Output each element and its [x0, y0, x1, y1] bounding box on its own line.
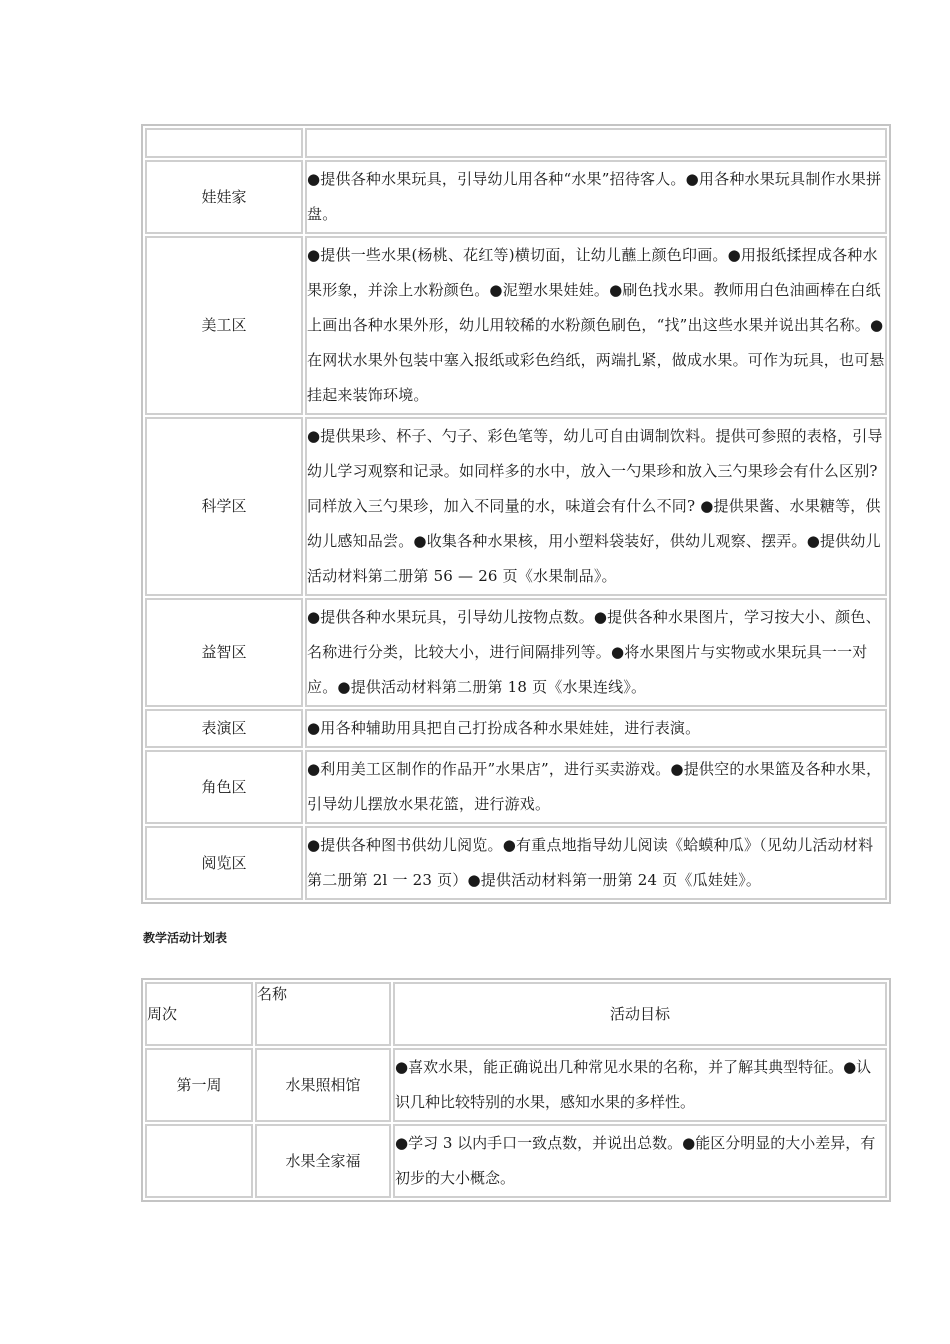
- table-row: [145, 236, 887, 415]
- activity-name-cell: 水果照相馆: [255, 1048, 391, 1122]
- activity-goal-cell: ●喜欢水果，能正确说出几种常见水果的名称，并了解其典型特征。●认识几种比较特别的水果，感知水果的多样性。: [393, 1048, 887, 1122]
- header-cell-area: [145, 128, 303, 158]
- table-row: [145, 1048, 887, 1122]
- activity-name-cell: 水果全家福: [255, 1124, 391, 1198]
- activity-goal-cell: ●学习 3 以内手口一致点数，并说出总数。●能区分明显的大小差异，有初步的大小概念。: [393, 1124, 887, 1198]
- week-cell: 第一周: [145, 1048, 253, 1122]
- week-cell: [145, 1124, 253, 1198]
- area-content-cell: ●提供各种图书供幼儿阅览。●有重点地指导幼儿阅读《蛤蟆种瓜》（见幼儿活动材料第二册第 2l 一 23 页）●提供活动材料第一册第 24 页《瓜娃娃》。: [305, 826, 887, 900]
- table-row: [145, 598, 887, 707]
- teaching-plan-table: [141, 978, 891, 1202]
- area-name-cell: 娃娃家: [145, 160, 303, 234]
- table-row: [145, 160, 887, 234]
- area-content-cell: ●用各种辅助用具把自己打扮成各种水果娃娃，进行表演。: [305, 709, 887, 748]
- area-name-cell: 阅览区: [145, 826, 303, 900]
- header-cell-content: [305, 128, 887, 158]
- header-cell-week: 周次: [145, 982, 253, 1046]
- area-content-cell: ●利用美工区制作的作品开”水果店”，进行买卖游戏。●提供空的水果篮及各种水果，引导幼儿摆放水果花篮，进行游戏。: [305, 750, 887, 824]
- area-name-cell: 科学区: [145, 417, 303, 596]
- table-row: [145, 750, 887, 824]
- table-row: [145, 826, 887, 900]
- area-content-cell: ●提供各种水果玩具，引导幼儿按物点数。●提供各种水果图片，学习按大小、颜色、名称进行分类，比较大小，进行间隔排列等。●将水果图片与实物或水果玩具一一对应。●提供活动材料第二册第 18 页《水果连线》。: [305, 598, 887, 707]
- table-header-row: [145, 982, 887, 1046]
- header-cell-name: 名称: [255, 982, 391, 1046]
- table-header-row: [145, 128, 887, 158]
- area-content-cell: ●提供一些水果(杨桃、花红等)横切面，让幼儿蘸上颜色印画。●用报纸揉捏成各种水果形象，并涂上水粉颜色。●泥塑水果娃娃。●刷色找水果。教师用白色油画棒在白纸上画出各种水果外形，幼儿用较稀的水粉颜色刷色，“找”出这些水果并说出其名称。●在网状水果外包装中塞入报纸或彩色绉纸，两端扎紧，做成水果。可作为玩具，也可悬挂起来装饰环境。: [305, 236, 887, 415]
- area-activity-table: [141, 124, 891, 904]
- area-content-cell: ●提供各种水果玩具，引导幼儿用各种“水果”招待客人。●用各种水果玩具制作水果拼盘。: [305, 160, 887, 234]
- area-name-cell: 表演区: [145, 709, 303, 748]
- table-row: [145, 417, 887, 596]
- area-name-cell: 美工区: [145, 236, 303, 415]
- area-content-cell: ●提供果珍、杯子、勺子、彩色笔等，幼儿可自由调制饮料。提供可参照的表格，引导幼儿学习观察和记录。如同样多的水中，放入一勺果珍和放入三勺果珍会有什么区别?同样放入三勺果珍，加入不同量的水，味道会有什么不同? ●提供果酱、水果糖等，供幼儿感知品尝。●收集各种水果核，用小塑料袋装好，供幼儿观察、摆弄。●提供幼儿活动材料第二册第 56 — 26 页《水果制品》。: [305, 417, 887, 596]
- table-row: [145, 1124, 887, 1198]
- area-name-cell: 益智区: [145, 598, 303, 707]
- area-name-cell: 角色区: [145, 750, 303, 824]
- table-row: [145, 709, 887, 748]
- plan-table-title: 教学活动计划表: [143, 931, 228, 945]
- header-cell-goal: 活动目标: [393, 982, 887, 1046]
